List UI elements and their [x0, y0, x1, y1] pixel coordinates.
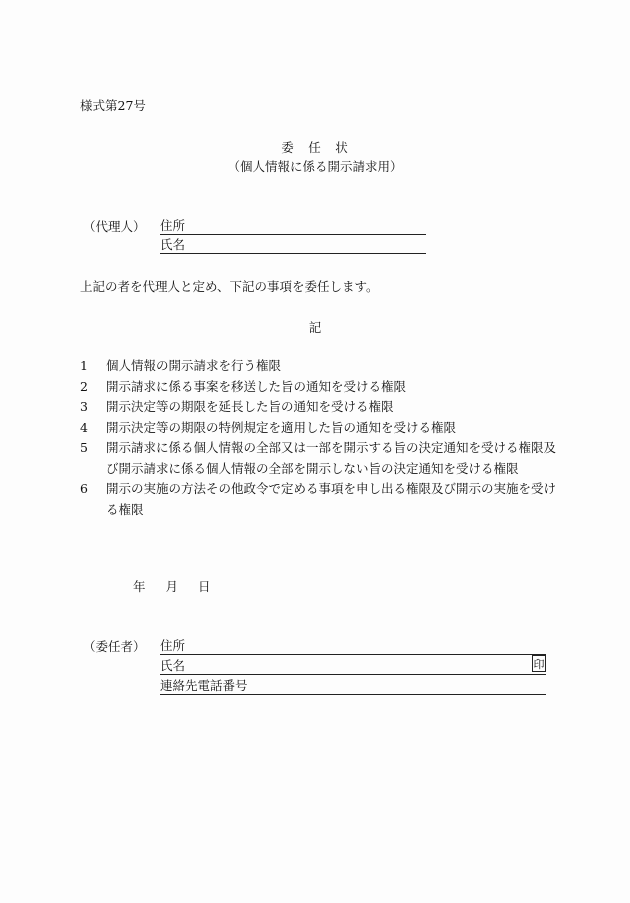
form-number: 様式第27号 — [80, 98, 146, 113]
list-item — [80, 356, 560, 377]
item-number: 2 — [80, 378, 88, 394]
item-text: 開示決定等の期限の特例規定を適用した旨の通知を受ける権限 — [106, 419, 457, 435]
item-text: 開示請求に係る事案を移送した旨の通知を受ける権限 — [106, 378, 407, 394]
principal-name-field[interactable] — [160, 657, 546, 675]
list-item — [80, 438, 560, 479]
item-text: 開示請求に係る個人情報の全部又は一部を開示する旨の決定通知を受ける権限及び開示請求に係る個人情報の全部を開示しない旨の決定通知を受ける権限 — [106, 440, 557, 476]
document-subtitle: （個人情報に係る開示請求用） — [227, 159, 403, 174]
item-number: 5 — [80, 440, 88, 455]
item-number: 6 — [80, 481, 88, 496]
seal-box: 印 — [532, 655, 546, 672]
list-item — [80, 397, 560, 418]
delegation-statement: 上記の者を代理人と定め、下記の事項を委任します。 — [80, 279, 379, 294]
principal-role-label: （委任者） — [83, 639, 146, 654]
principal-phone-field[interactable] — [160, 677, 546, 695]
principal-address-field[interactable] — [160, 637, 546, 655]
date-year-label: 年 — [133, 579, 146, 594]
principal-name-label: 氏名 — [160, 658, 186, 673]
list-item — [80, 418, 560, 439]
list-item — [80, 377, 560, 398]
document-title: 委 任 状 — [281, 140, 349, 155]
item-number: 1 — [80, 358, 88, 373]
date-day-label: 日 — [198, 579, 211, 594]
item-text: 開示の実施の方法その他政令で定める事項を申し出る権限及び開示の実施を受ける権限 — [106, 481, 557, 517]
list-item — [80, 479, 560, 520]
date-line[interactable] — [133, 577, 211, 595]
item-text: 個人情報の開示請求を行う権限 — [106, 358, 282, 373]
agent-address-label: 住所 — [160, 218, 186, 233]
principal-address-label: 住所 — [160, 638, 186, 653]
principal-phone-label: 連絡先電話番号 — [160, 678, 248, 693]
agent-role-label: （代理人） — [83, 219, 146, 234]
item-number: 4 — [80, 419, 88, 435]
item-text: 開示決定等の期限を延長した旨の通知を受ける権限 — [106, 399, 394, 414]
date-month-label: 月 — [165, 579, 179, 594]
ki-heading: 記 — [308, 320, 322, 335]
agent-name-label: 氏名 — [160, 237, 186, 252]
item-number: 3 — [80, 399, 88, 414]
agent-address-field[interactable] — [160, 217, 426, 235]
agent-name-field[interactable] — [160, 236, 426, 254]
delegated-powers-list — [80, 356, 560, 520]
